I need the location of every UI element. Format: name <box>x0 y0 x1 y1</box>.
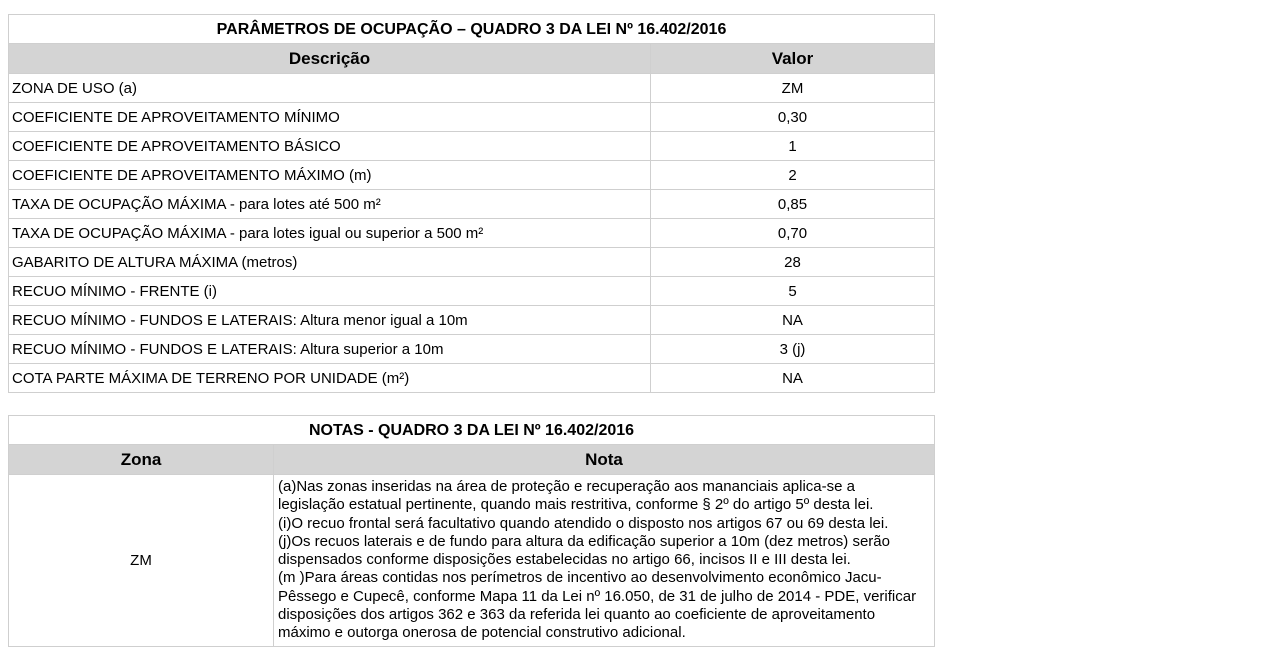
parameters-header-row <box>9 44 935 74</box>
table-row <box>9 161 935 190</box>
row-label: RECUO MÍNIMO - FUNDOS E LATERAIS: Altura superior a 10m <box>9 335 651 364</box>
row-value: NA <box>651 306 935 335</box>
table-row <box>9 277 935 306</box>
table-row <box>9 103 935 132</box>
row-label: RECUO MÍNIMO - FRENTE (i) <box>9 277 651 306</box>
parameters-table <box>8 14 935 393</box>
note-header: Nota <box>274 445 935 475</box>
notes-header-row <box>9 445 935 475</box>
zone-value: ZM <box>9 475 274 647</box>
row-label: COTA PARTE MÁXIMA DE TERRENO POR UNIDADE (m²) <box>9 364 651 393</box>
table-row <box>9 248 935 277</box>
row-value: NA <box>651 364 935 393</box>
row-label: RECUO MÍNIMO - FUNDOS E LATERAIS: Altura menor igual a 10m <box>9 306 651 335</box>
zone-header: Zona <box>9 445 274 475</box>
parameters-title-row <box>9 15 935 44</box>
row-label: TAXA DE OCUPAÇÃO MÁXIMA - para lotes igual ou superior a 500 m² <box>9 219 651 248</box>
row-value: 3 (j) <box>651 335 935 364</box>
row-value: ZM <box>651 74 935 103</box>
note-text <box>274 475 935 647</box>
table-row <box>9 132 935 161</box>
row-label: COEFICIENTE DE APROVEITAMENTO MÍNIMO <box>9 103 651 132</box>
row-label: COEFICIENTE DE APROVEITAMENTO MÁXIMO (m) <box>9 161 651 190</box>
note-line: (i)O recuo frontal será facultativo quando atendido o disposto nos artigos 67 ou 69 desta lei. <box>278 514 889 532</box>
row-value: 1 <box>651 132 935 161</box>
row-label: TAXA DE OCUPAÇÃO MÁXIMA - para lotes até 500 m² <box>9 190 651 219</box>
note-line: dispensados conforme disposições estabelecidas no artigo 66, incisos II e III desta lei. <box>278 551 851 569</box>
row-value: 5 <box>651 277 935 306</box>
row-value: 0,30 <box>651 103 935 132</box>
table-row <box>9 219 935 248</box>
note-line: disposições dos artigos 362 e 363 da referida lei quanto ao coeficiente de aproveitamento <box>278 606 876 624</box>
value-header: Valor <box>651 44 935 74</box>
note-line: (a)Nas zonas inseridas na área de proteção e recuperação aos mananciais aplica-se a <box>278 478 855 495</box>
notes-table <box>8 415 935 647</box>
row-value: 0,85 <box>651 190 935 219</box>
table-row <box>9 335 935 364</box>
row-value: 2 <box>651 161 935 190</box>
note-line: (m )Para áreas contidas nos perímetros de incentivo ao desenvolvimento econômico Jacu- <box>278 569 882 587</box>
row-label: COEFICIENTE DE APROVEITAMENTO BÁSICO <box>9 132 651 161</box>
note-line: (j)Os recuos laterais e de fundo para altura da edificação superior a 10m (dez metros) serão <box>278 532 890 550</box>
table-row <box>9 364 935 393</box>
parameters-title: PARÂMETROS DE OCUPAÇÃO – QUADRO 3 DA LEI Nº 16.402/2016 <box>9 15 935 44</box>
note-line: legislação estatual pertinente, quando mais restritiva, conforme § 2º do artigo 5º desta lei. <box>278 496 874 514</box>
row-value: 0,70 <box>651 219 935 248</box>
note-line: máximo e outorga onerosa de potencial construtivo adicional. <box>278 624 686 642</box>
table-row <box>9 74 935 103</box>
row-label: ZONA DE USO (a) <box>9 74 651 103</box>
table-row <box>9 190 935 219</box>
notes-title: NOTAS - QUADRO 3 DA LEI Nº 16.402/2016 <box>9 416 935 445</box>
notes-row <box>9 475 935 647</box>
row-value: 28 <box>651 248 935 277</box>
table-row <box>9 306 935 335</box>
notes-title-row <box>9 416 935 445</box>
description-header: Descrição <box>9 44 651 74</box>
row-label: GABARITO DE ALTURA MÁXIMA (metros) <box>9 248 651 277</box>
note-line: Pêssego e Cupecê, conforme Mapa 11 da Lei nº 16.050, de 31 de julho de 2014 - PDE, verificar <box>278 587 917 605</box>
